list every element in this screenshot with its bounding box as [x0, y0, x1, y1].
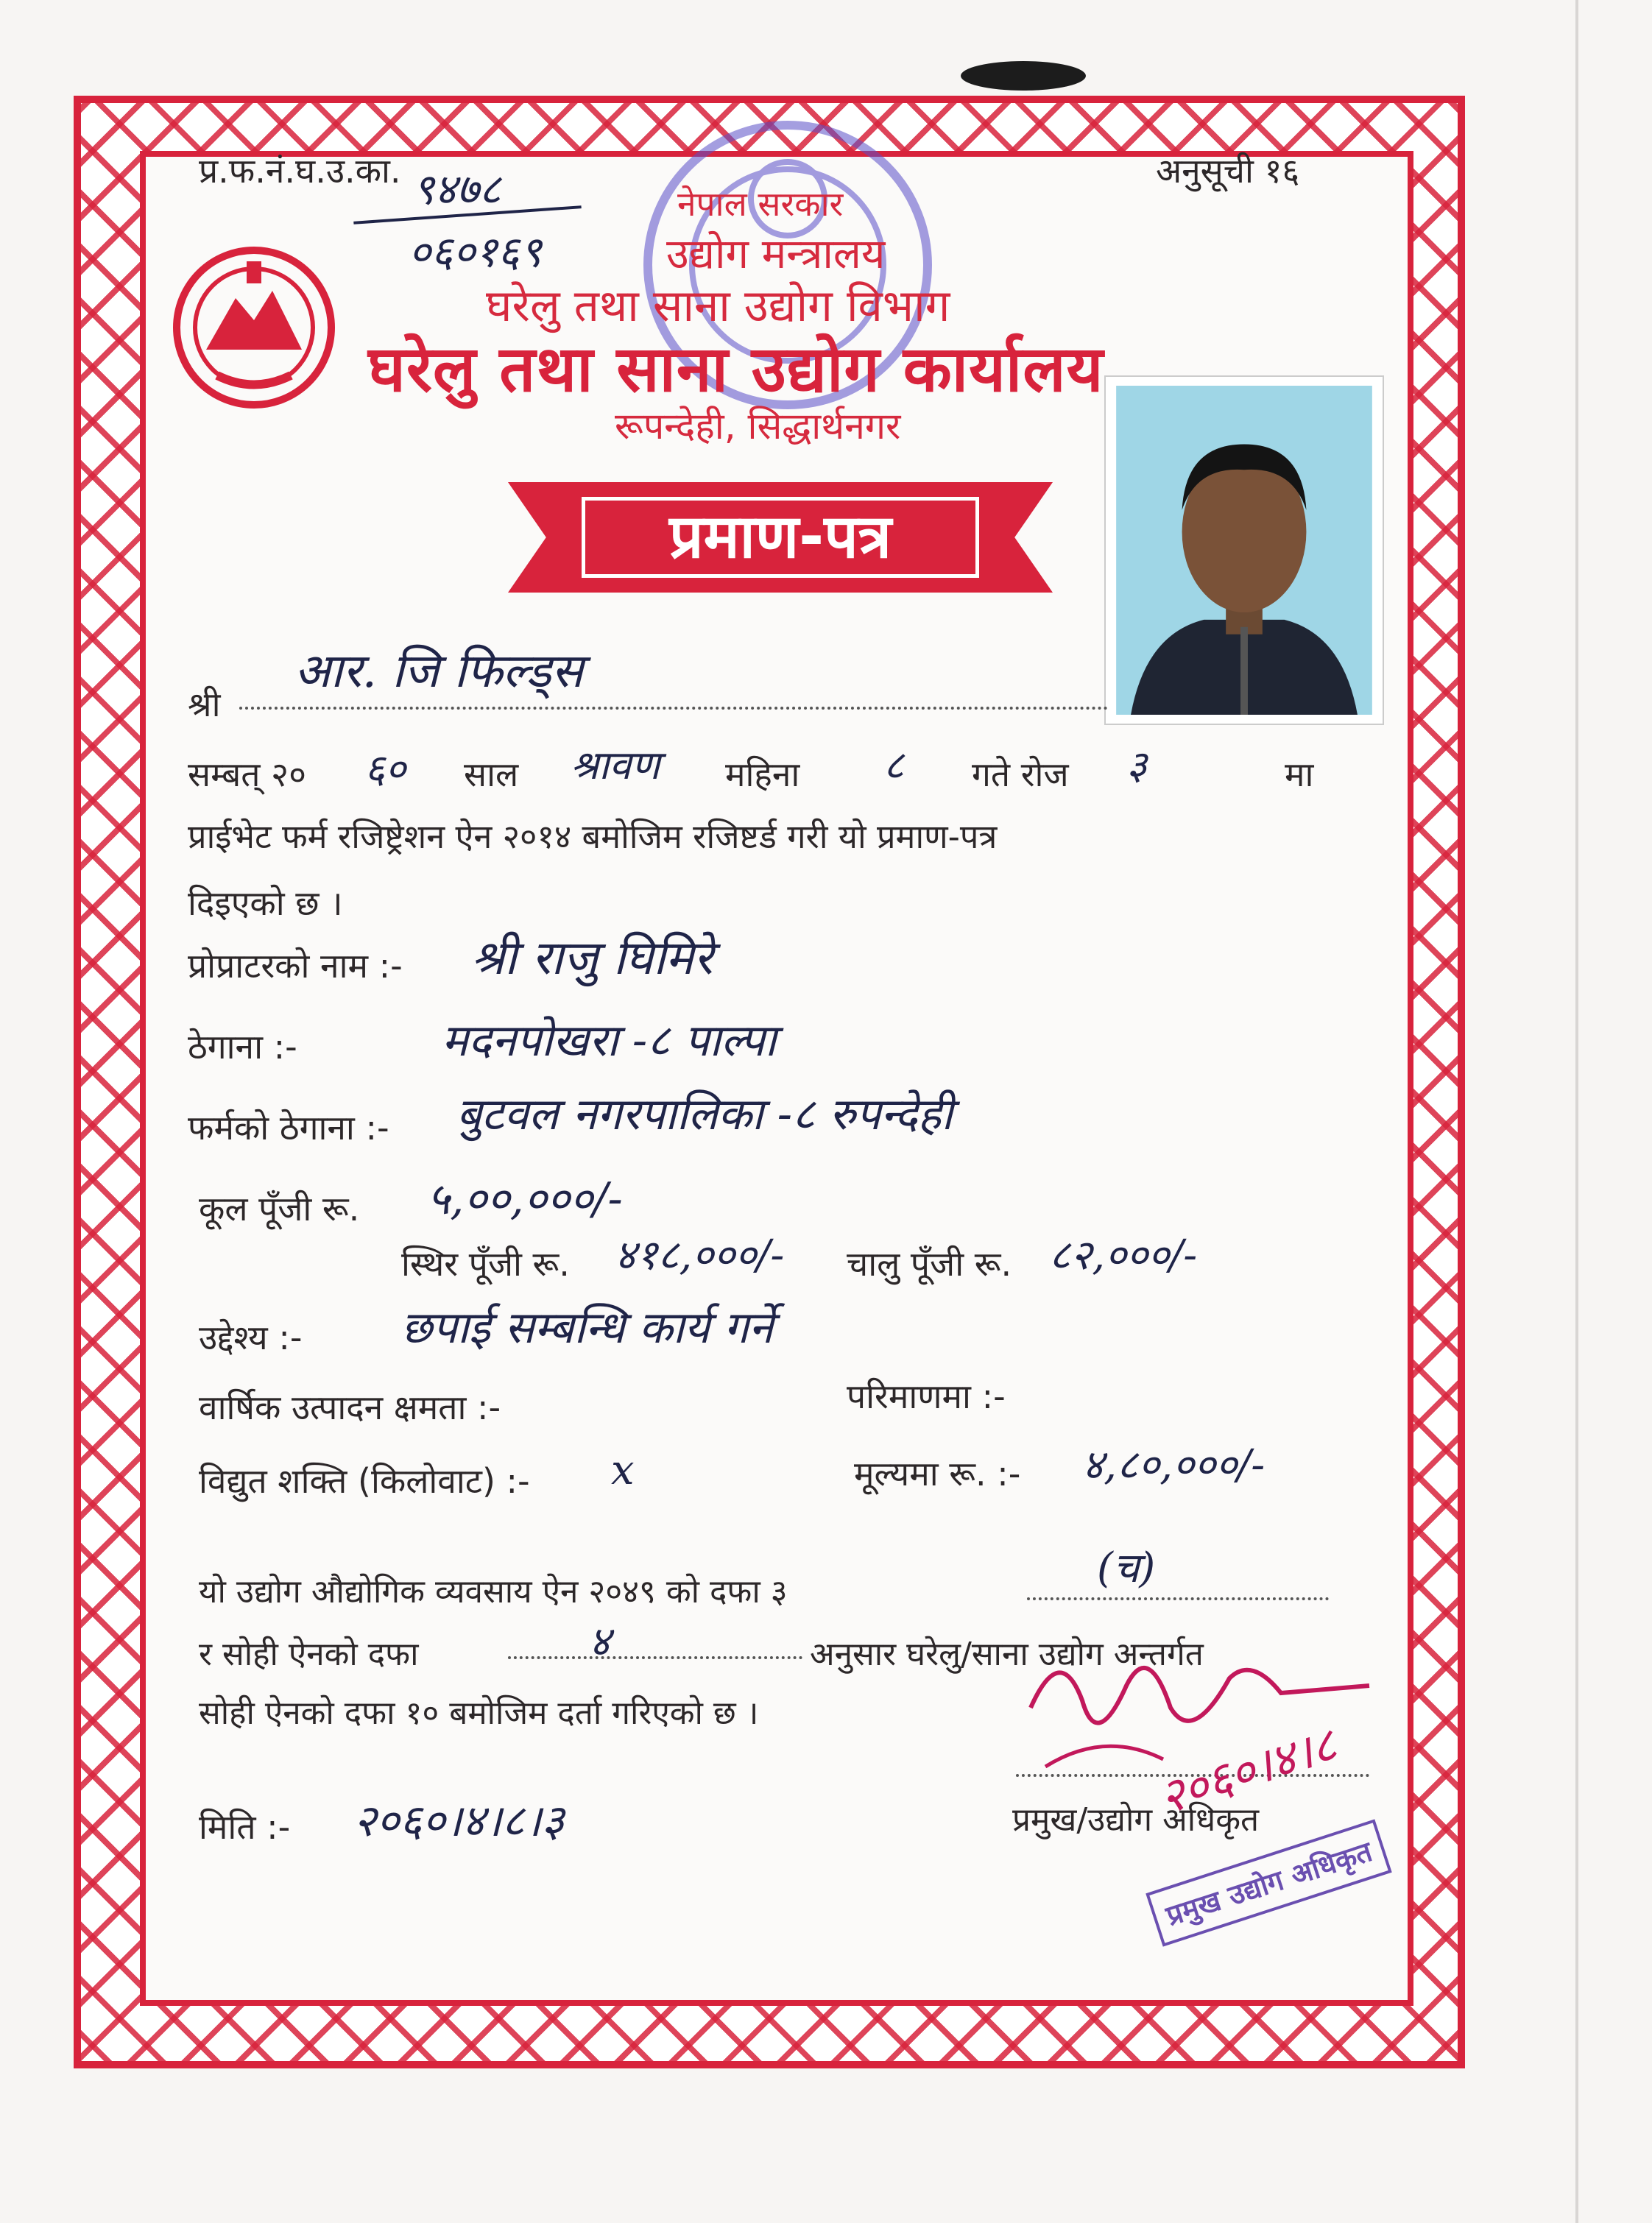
date-label: मिति :-: [199, 1807, 291, 1847]
samvat-label: सम्बत् २०: [188, 754, 306, 794]
day-value: ८: [883, 742, 905, 788]
ink-smudge: [957, 57, 1090, 94]
proprietor-label: प्रोप्राटरको नाम :-: [188, 946, 403, 986]
saal-label: साल: [464, 754, 519, 794]
year-value: ६०: [364, 746, 406, 792]
working-capital-label: चालु पूँजी रू.: [847, 1244, 1012, 1284]
shree-dotted-line: [239, 707, 1108, 710]
law-line1: यो उद्योग औद्योगिक व्यवसाय ऐन २०४९ को दफा ३: [199, 1573, 788, 1611]
registration-number-top: ९४७८: [412, 164, 501, 214]
registration-statement-line2: दिइएको छ ।: [188, 883, 343, 923]
law-line3: सोही ऐनको दफा १० बमोजिम दर्ता गरिएको छ ।: [199, 1694, 759, 1732]
signature-date: २०६०।४।८: [1152, 1717, 1344, 1826]
roj-value: ३: [1126, 742, 1148, 788]
law-line2-end: अनुसार घरेलु/साना उद्योग अन्तर्गत: [810, 1636, 1204, 1673]
annual-capacity-label: वार्षिक उत्पादन क्षमता :-: [199, 1388, 501, 1427]
law-line1-value: (च): [1097, 1544, 1156, 1592]
address-label: ठेगाना :-: [188, 1027, 297, 1067]
working-capital-value: ८२,०००/-: [1049, 1231, 1198, 1279]
firm-address-value: बुटवल नगरपालिका -८ रुपन्देही: [456, 1089, 953, 1140]
law-line2-value: ४: [589, 1618, 611, 1666]
month-value: श्रावण: [571, 742, 660, 788]
quantity-label: परिमाणमा :-: [847, 1376, 1006, 1416]
power-label: विद्युत शक्ति (किलोवाट) :-: [199, 1461, 530, 1501]
schedule-label: अनुसूची १६: [1156, 151, 1300, 191]
value-value: ४,८०,०००/-: [1082, 1441, 1266, 1489]
officer-stamp: प्रमुख उद्योग अधिकृत: [1146, 1819, 1391, 1946]
firm-name-value: आर. जि फिल्ड्स: [294, 644, 584, 699]
office-location: रूपन्देही, सिद्धार्थनगर: [615, 405, 901, 448]
form-reference: प्र.फ.नं.घ.उ.का.: [199, 151, 401, 191]
law-line2-dotted: [508, 1656, 802, 1659]
signatory-title: प्रमुख/उद्योग अधिकृत: [1012, 1801, 1260, 1839]
mahina-label: महिना: [725, 754, 800, 794]
law-line1-dotted: [1027, 1597, 1329, 1600]
value-label: मूल्यमा रू. :-: [854, 1454, 1021, 1494]
capital-label: कूल पूँजी रू.: [199, 1189, 360, 1229]
fixed-capital-label: स्थिर पूँजी रू.: [401, 1244, 570, 1284]
person-portrait-icon: [1115, 386, 1374, 715]
proprietor-value: श्री राजु घिमिरे: [471, 931, 713, 986]
objective-label: उद्देश्य :-: [199, 1318, 303, 1357]
department-line: घरेलु तथा साना उद्योग विभाग: [486, 280, 950, 332]
law-line2-start: र सोही ऐनको दफा: [199, 1636, 419, 1673]
power-value: x: [611, 1446, 635, 1494]
proprietor-photo: [1104, 375, 1384, 725]
office-name: घरेलु तथा साना उद्योग कार्यालय: [368, 333, 1104, 406]
gate-roj-label: गते रोज: [972, 754, 1069, 794]
date-value: २०६०।४।८।३: [353, 1795, 565, 1847]
nepal-emblem-icon: [162, 239, 346, 416]
ma-label: मा: [1285, 754, 1314, 794]
registration-statement-line1: प्राईभेट फर्म रजिष्ट्रेशन ऐन २०१४ बमोजिम रजिष्टर्ड गरी यो प्रमाण-पत्र: [188, 817, 998, 856]
government-line: नेपाल सरकार: [677, 184, 844, 224]
firm-address-label: फर्मको ठेगाना :-: [188, 1108, 389, 1148]
paper-edge: [1575, 0, 1578, 2223]
fixed-capital-value: ४१८,०००/-: [615, 1231, 785, 1279]
capital-value: ५,००,०००/-: [427, 1173, 623, 1225]
registration-number-bottom: ०६०१६९: [409, 227, 542, 277]
shree-label: श्री: [188, 685, 221, 724]
certificate-title: प्रमाण-पत्र: [582, 497, 979, 578]
objective-value: छपाई सम्बन्धि कार्य गर्ने: [401, 1302, 774, 1354]
address-value: मदनपोखरा -८ पाल्पा: [442, 1015, 777, 1067]
ministry-line: उद्योग मन्त्रालय: [666, 230, 886, 278]
